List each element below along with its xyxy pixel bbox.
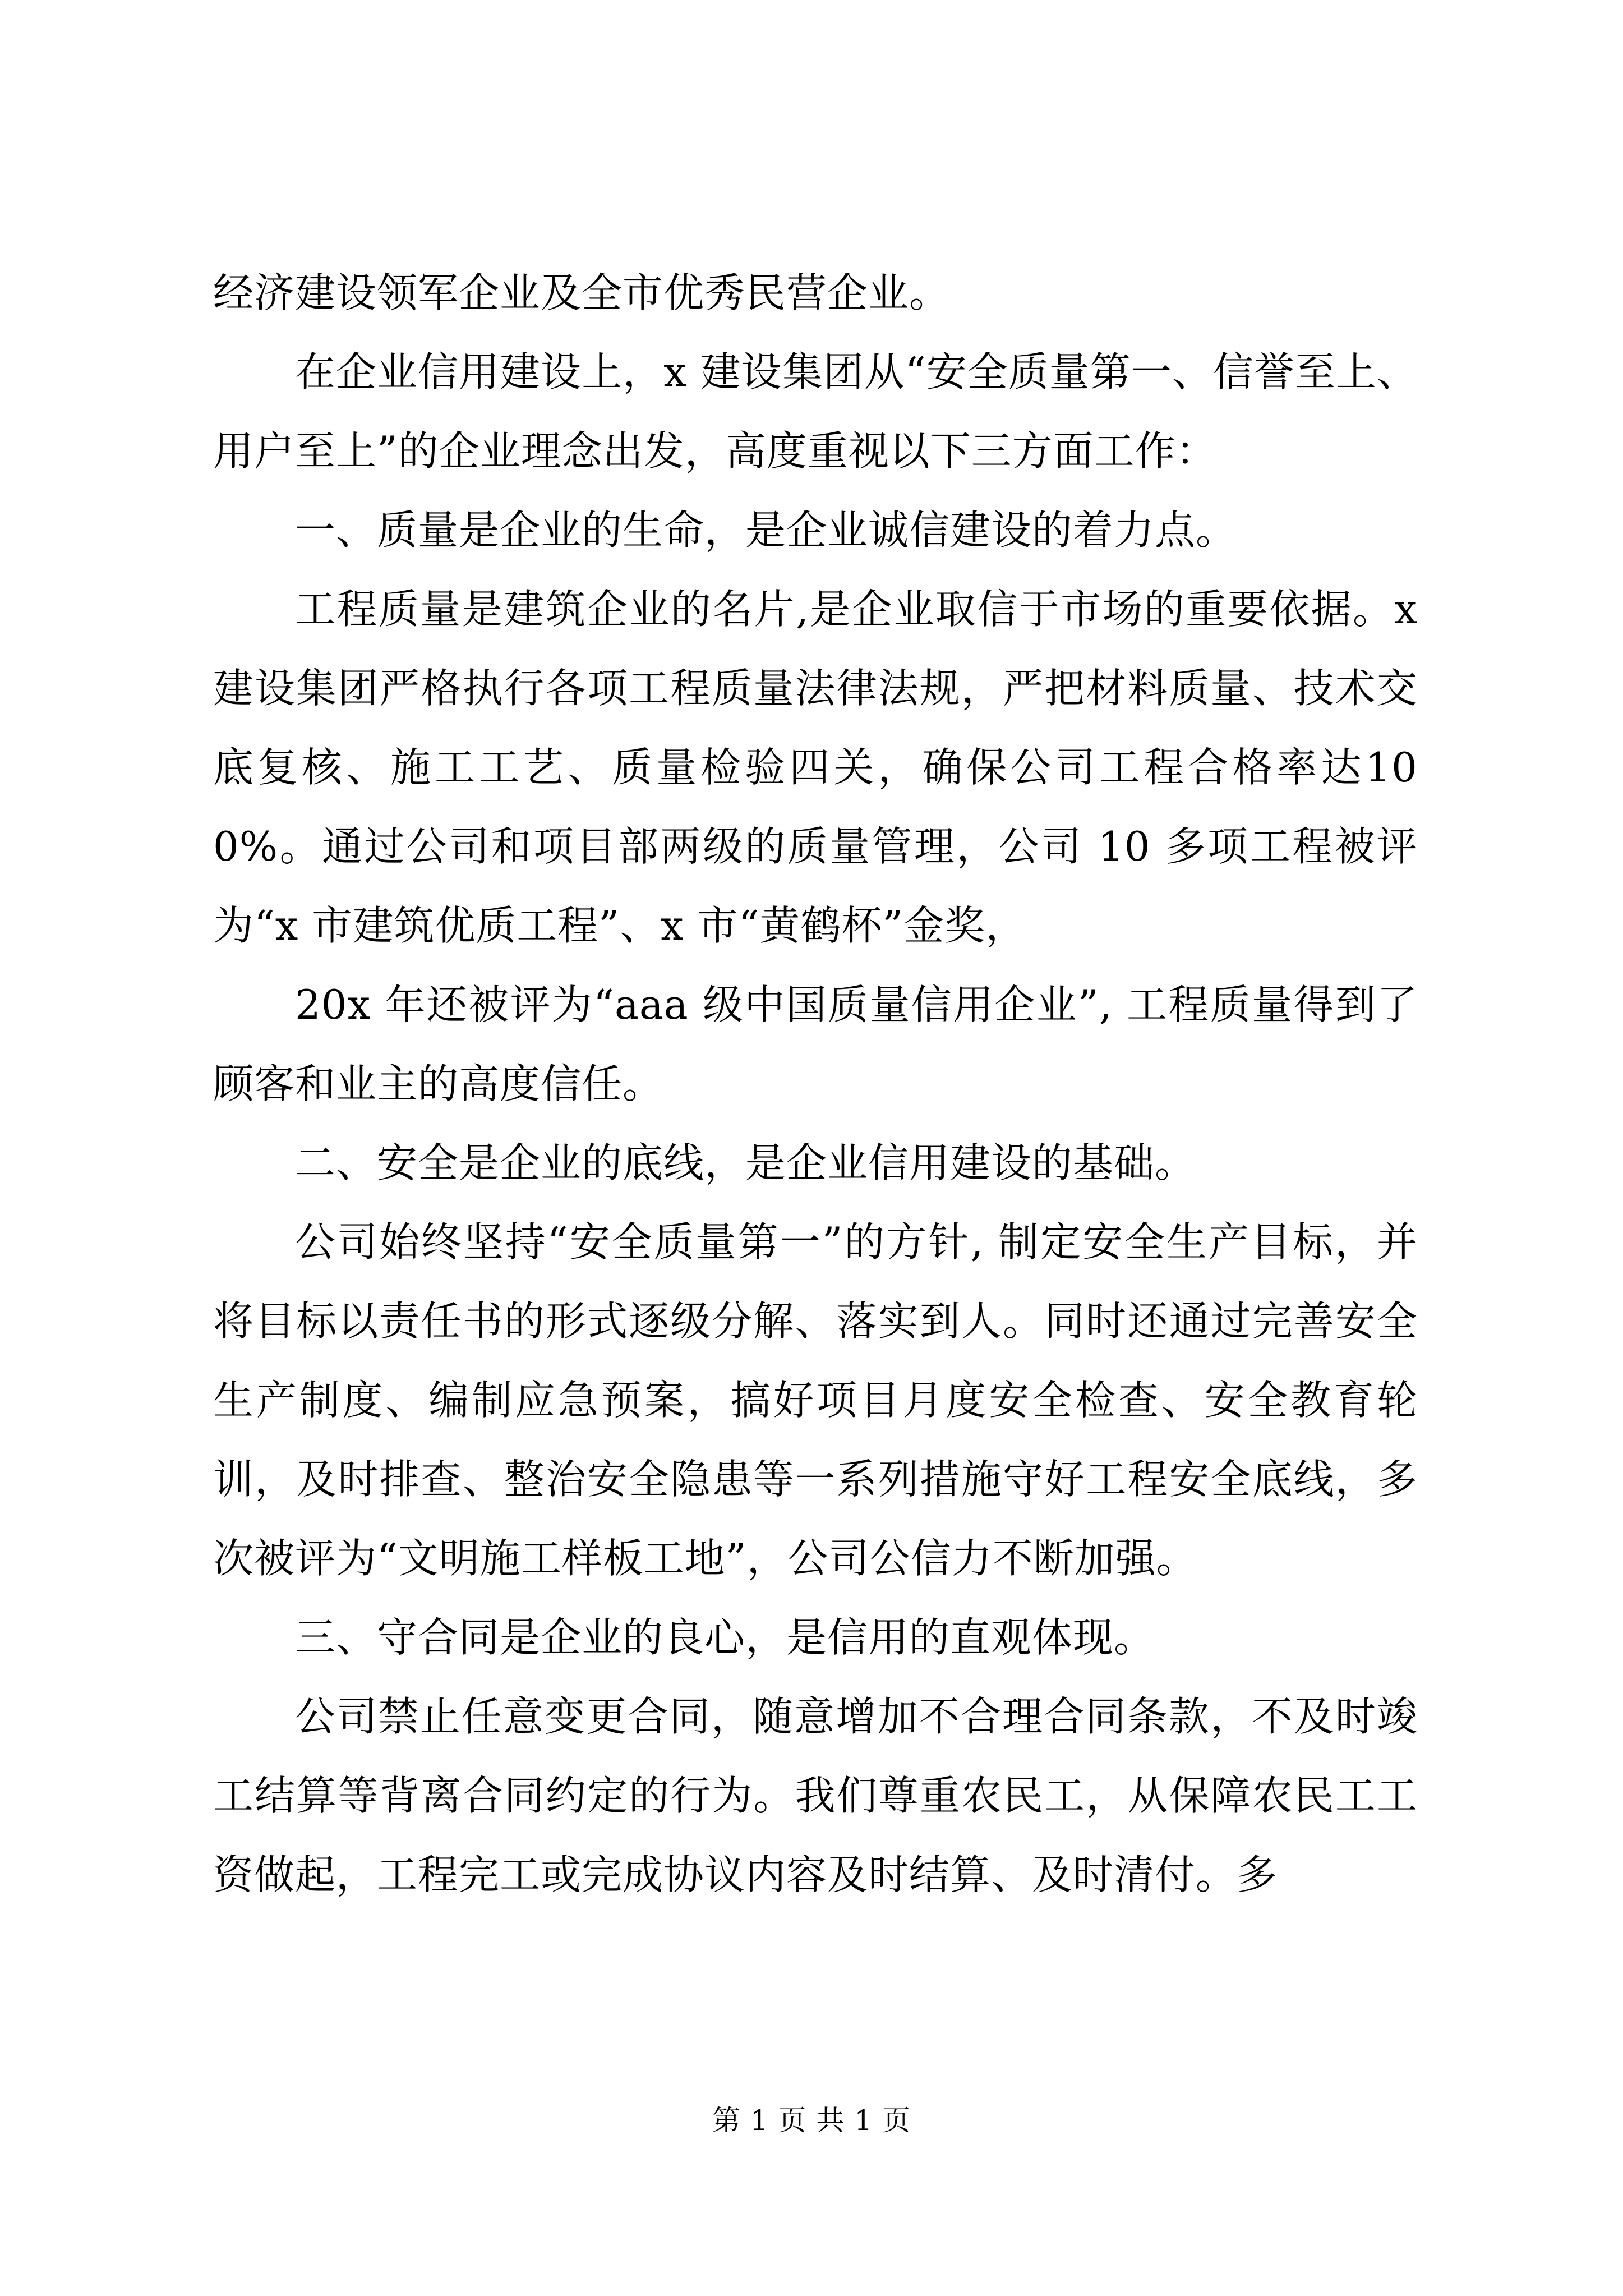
document-body: [213, 254, 1418, 1915]
section-heading-contract: 三、守合同是企业的良心，是信用的直观体现。: [295, 1614, 1155, 1661]
section-heading-safety: 二、安全是企业的底线，是企业信用建设的基础。: [295, 1139, 1196, 1186]
paragraph-safety: 公司始终坚持“安全质量第一”的方针, 制定安全生产目标，并将目标以责任书的形式逐级分解、落实到人。同时还通过完善安全生产制度、编制应急预案，搞好项目月度安全检查、安全教育轮训，及时排查、整治安全隐患等一系列措施守好工程安全底线，多次被评为“文明施工样板工地”，公司公信力不断加强。: [213, 1218, 1418, 1582]
paragraph-credit-intro: 在企业信用建设上，x 建设集团从“安全质量第一、信誉至上、用户至上”的企业理念出发，高度重视以下三方面工作：: [213, 348, 1418, 475]
paragraph-quality: 工程质量是建筑企业的名片,是企业取信于市场的重要依据。x 建设集团严格执行各项工程质量法律法规，严把材料质量、技术交底复核、施工工艺、质量检验四关，确保公司工程合格率达100%。通过公司和项目部两级的质量管理，公司 10 多项工程被评为“x 市建筑优质工程”、x 市“黄鹤杯”金奖，: [213, 586, 1418, 949]
section-heading-quality: 一、质量是企业的生命，是企业诚信建设的着力点。: [295, 507, 1237, 554]
paragraph-contract: 公司禁止任意变更合同，随意增加不合理合同条款，不及时竣工结算等背离合同约定的行为。我们尊重农民工，从保障农民工工资做起，工程完工或完成协议内容及时结算、及时清付。多: [213, 1693, 1418, 1898]
paragraph-continuation: 经济建设领军企业及全市优秀民营企业。: [213, 269, 951, 316]
page-number-footer: 第 1 页 共 1 页: [712, 2104, 911, 2137]
paragraph-quality-award: 20x 年还被评为“aaa 级中国质量信用企业”, 工程质量得到了顾客和业主的高度信任。: [213, 981, 1418, 1107]
